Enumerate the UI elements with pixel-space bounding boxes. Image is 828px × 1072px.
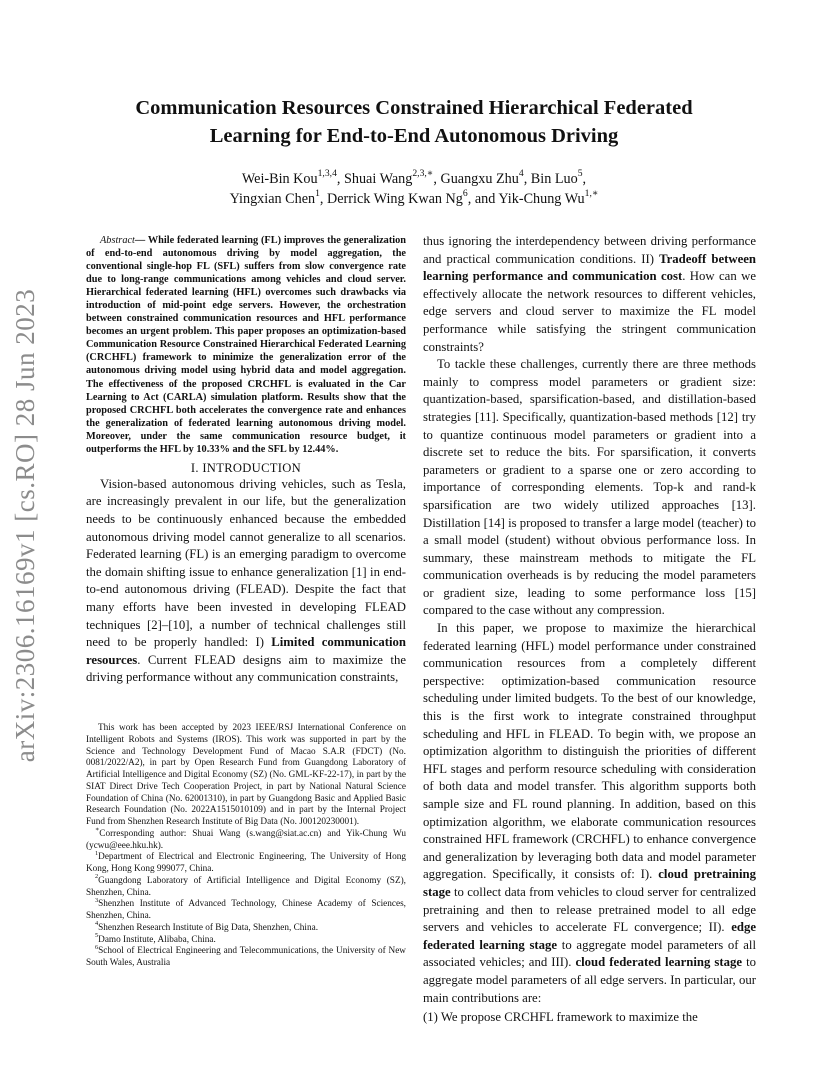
affiliation-footnote — [86, 920, 406, 935]
author-line-1: Wei-Bin Kou$^{1,3,4}$, Shuai Wang$^{2,3,∗}$, Guangxu Zhu$^4$, Bin Luo$^5$, — [241, 168, 587, 187]
abstract — [86, 234, 406, 456]
paragraph-text: to collect data from vehicles to cloud server for centralized pretraining and then to release pretrained model to all edge servers and vehicles to accelerate FL convergence; II). — [423, 884, 756, 935]
section-heading-introduction: I. INTRODUCTION — [190, 460, 302, 475]
paragraph-text: . Current FLEAD designs aim to maximize the driving performance without any communication constraints, — [86, 652, 406, 685]
footnote-mark: 6 — [95, 943, 99, 951]
bold-phrase: Limited communication resources — [86, 635, 406, 667]
affiliation-footnote — [86, 873, 406, 900]
footnote-mark: ∗ — [95, 826, 100, 834]
affiliation-footnote — [86, 849, 406, 876]
bold-phrase: Tradeoff between learning performance and communication cost — [423, 251, 757, 284]
bold-phrase: cloud federated learning stage — [575, 955, 743, 970]
affiliation-footnote — [86, 931, 406, 947]
affiliation-footnote — [86, 896, 406, 923]
footnote-text: Corresponding author: Shuai Wang (s.wang@siat.ac.cn) and Yik-Chung Wu (ycwu@eee.hku.hk). — [86, 828, 406, 851]
abstract-label: Abstract — [100, 235, 135, 246]
arxiv-stamp-text: arXiv:2306.16169v1 [cs.RO] 28 Jun 2023 — [10, 288, 41, 762]
author-affiliation-mark: 2,3,∗ — [412, 168, 434, 180]
author-affiliation-mark: 1 — [315, 188, 320, 200]
footnote-text: Guangdong Laboratory of Artificial Intelligence and Digital Economy (SZ), Shenzhen, China. — [86, 875, 406, 898]
paragraph-text: to aggregate model parameters of all edge servers. In particular, our main contributions are: — [423, 955, 756, 1005]
paper-title — [80, 94, 748, 150]
author-name: Yingxian Chen — [229, 191, 316, 207]
author-line-2: Yingxian Chen$^1$, Derrick Wing Kwan Ng$^6$, and Yik-Chung $Wu^{1,∗}$ — [229, 188, 599, 207]
abstract-dash: — — [134, 235, 146, 246]
affiliation-footnote — [86, 943, 406, 970]
author-affiliation-mark: 5 — [577, 168, 583, 180]
funding-footnote: This work has been accepted by 2023 IEEE/RSJ International Conference on Intelligent Robots and Systems (IROS). This work was supported in part by the Science and Technology Development Fund of Macao S.A.R (FDCT) (No. 0081/2022/A2), in part by Open Research Fund from Guangdong Laboratory of Artificial Intelligence and Digital Economy (SZ) (No. GML-KF-22-17), in part by the SIAT Direct Drive Tech Cooperation Project, in part by National Natural Science Foundation of China (No. 62001310), in part by Guangdong Basic and Applied Basic Research Foundation (No. 2022A1515010109) and in part by the Internal Project Fund from Shenzhen Research Institute of Big Data (No. J00120230001). — [86, 723, 406, 827]
author-affiliation-mark: 1,3,4 — [317, 168, 337, 180]
footnote-text: Shenzhen Institute of Advanced Technology, Chinese Academy of Sciences, Shenzhen, China. — [86, 899, 406, 921]
footnote-text: Shenzhen Research Institute of Big Data, Shenzhen, China. — [98, 922, 319, 933]
author-affiliation-mark: 1,∗ — [584, 188, 599, 200]
author-name: Bin Luo — [530, 171, 578, 187]
intro-paragraph-1-continued — [423, 233, 756, 356]
author-affiliation-mark: 4 — [518, 168, 524, 180]
footnote-text: Department of Electrical and Electronic Engineering, The University of Hong Kong, Hong Kong 999077, China. — [86, 852, 406, 874]
intro-paragraph-3 — [423, 620, 756, 1007]
author-name: Derrick Wing Kwan Ng — [327, 191, 463, 207]
title-line-2: Learning for End-to-End Autonomous Driving — [209, 125, 619, 147]
footnote-mark: 4 — [95, 920, 99, 928]
paragraph-text: thus ignoring the interdependency between driving performance and practical communication conditions. II) — [423, 234, 756, 266]
author-name: Shuai Wang — [343, 171, 413, 187]
paragraph-text: . How can we effectively allocate the network resources to different vehicles, edge servers and cloud server to maximize the FL model performance while satisfying the stringent communication constraints? — [423, 269, 756, 354]
footnote-text: Damo Institute, Alibaba, China. — [98, 934, 216, 945]
footnote-mark: 1 — [95, 849, 99, 857]
contribution-item-1: (1) We propose CRCHFL framework to maximize the — [423, 1010, 698, 1025]
bold-phrase: edge federated learning stage — [423, 920, 756, 952]
author-affiliation-mark: 6 — [462, 188, 468, 200]
arxiv-stamp — [4, 290, 48, 760]
author-list — [80, 169, 748, 209]
abstract-text: While federated learning (FL) improves the generalization of end-to-end autonomous driving by model aggregation, the conventional single-hop FL (SFL) suffers from slow convergence rate due to long-range communications among vehicles and cloud server. Hierarchical federated learning (HFL) overcomes such drawbacks via introduction of mid-point edge servers. However, the orchestration between constrained communication resources and HFL performance becomes an urgent problem. This paper proposes an optimization-based Communication Resource Constrained Hierarchical Federated Learning (CRCHFL) framework to minimize the generalization error of the autonomous driving model using hybrid data and model aggregation. The effectiveness of the proposed CRCHFL is evaluated in the Car Learning to Act (CARLA) simulation platform. Results show that the proposed CRCHFL both accelerates the convergence rate and enhances the generalization of federated learning autonomous driving model. Moreover, under the same communication resource budget, it outperforms the HFL by 10.33% and the SFL by 12.44%. — [86, 235, 406, 455]
bold-phrase: cloud pretraining stage — [423, 867, 756, 899]
footnote-mark: 2 — [95, 873, 99, 881]
title-line-1: Communication Resources Constrained Hierarchical Federated — [135, 97, 693, 119]
footnote-text: School of Electrical Engineering and Telecommunications, the University of New South Wales, Australia — [86, 946, 406, 968]
footnotes — [86, 723, 406, 970]
intro-paragraph-2: To tackle these challenges, currently there are three methods mainly to compress model parameters or gradient size: quantization-based, sparsification-based, and distillation-based strategies [11]. Specifically, quantization-based methods [12] try to quantize continuous model parameters or gradient into a discrete set to reduce the bits. For sparsification, it converts parameters or gradient to a sparse one or zero according to importance of corresponding elements. Top-k and rand-k sparsification are two widely utilized approaches [13]. Distillation [14] is proposed to transfer a large model (teacher) to a small model (student) without obvious performance loss. In summary, these mainstream methods to mitigate the FL communication overheads is by reducing the model parameters or gradient size, leading to some performance loss [15] compared to the case without any compression. — [423, 357, 756, 618]
author-name: Yik-Chung Wu — [498, 191, 585, 207]
author-name: Wei-Bin Kou — [241, 171, 318, 187]
right-column — [423, 233, 756, 1027]
paragraph-text: Vision-based autonomous driving vehicles, such as Tesla, are increasingly prevalent in our life, but the generalization needs to be continuously enhanced because the embedded autonomous driving model cannot generalize to all scenarios. Federated learning (FL) is an emerging paradigm to overcome the domain shifting issue to enhance generalization [1] in end-to-end autonomous driving (FLEAD). Despite the fact that many efforts have been invested in developing FLEAD techniques [2]–[10], a number of technical challenges still need to be properly handled: I) — [86, 476, 406, 650]
left-column — [86, 234, 406, 687]
intro-paragraph-1 — [86, 476, 406, 687]
paragraph-text: In this paper, we propose to maximize the hierarchical federated learning (HFL) model performance under constrained communication resources from a completely different perspective: optimization-based communication resource scheduling under limited budgets. To the best of our knowledge, this is the first work to integrate constrained throughput scheduling and HFL in FLEAD. To begin with, we propose an optimization algorithm to distinguish the priorities of different HFL stages and perform resource scheduling with consideration of both data and model transfer. This algorithm supports both sample size and FL round planning. In addition, based on this optimization algorithm, we elaborate communication resources constrained HFL framework (CRCHFL) to enhance convergence and generalization by leveraging both data and model parameter aggregation. Specifically, it consists of: I). — [423, 621, 756, 882]
author-name: Guangxu Zhu — [440, 171, 519, 187]
footnote-mark: 3 — [95, 896, 99, 904]
footnote-mark: 5 — [95, 931, 99, 939]
paragraph-text: to aggregate model parameters of all associated vehicles; and III). — [423, 937, 757, 970]
corresponding-author-footnote — [86, 826, 406, 853]
